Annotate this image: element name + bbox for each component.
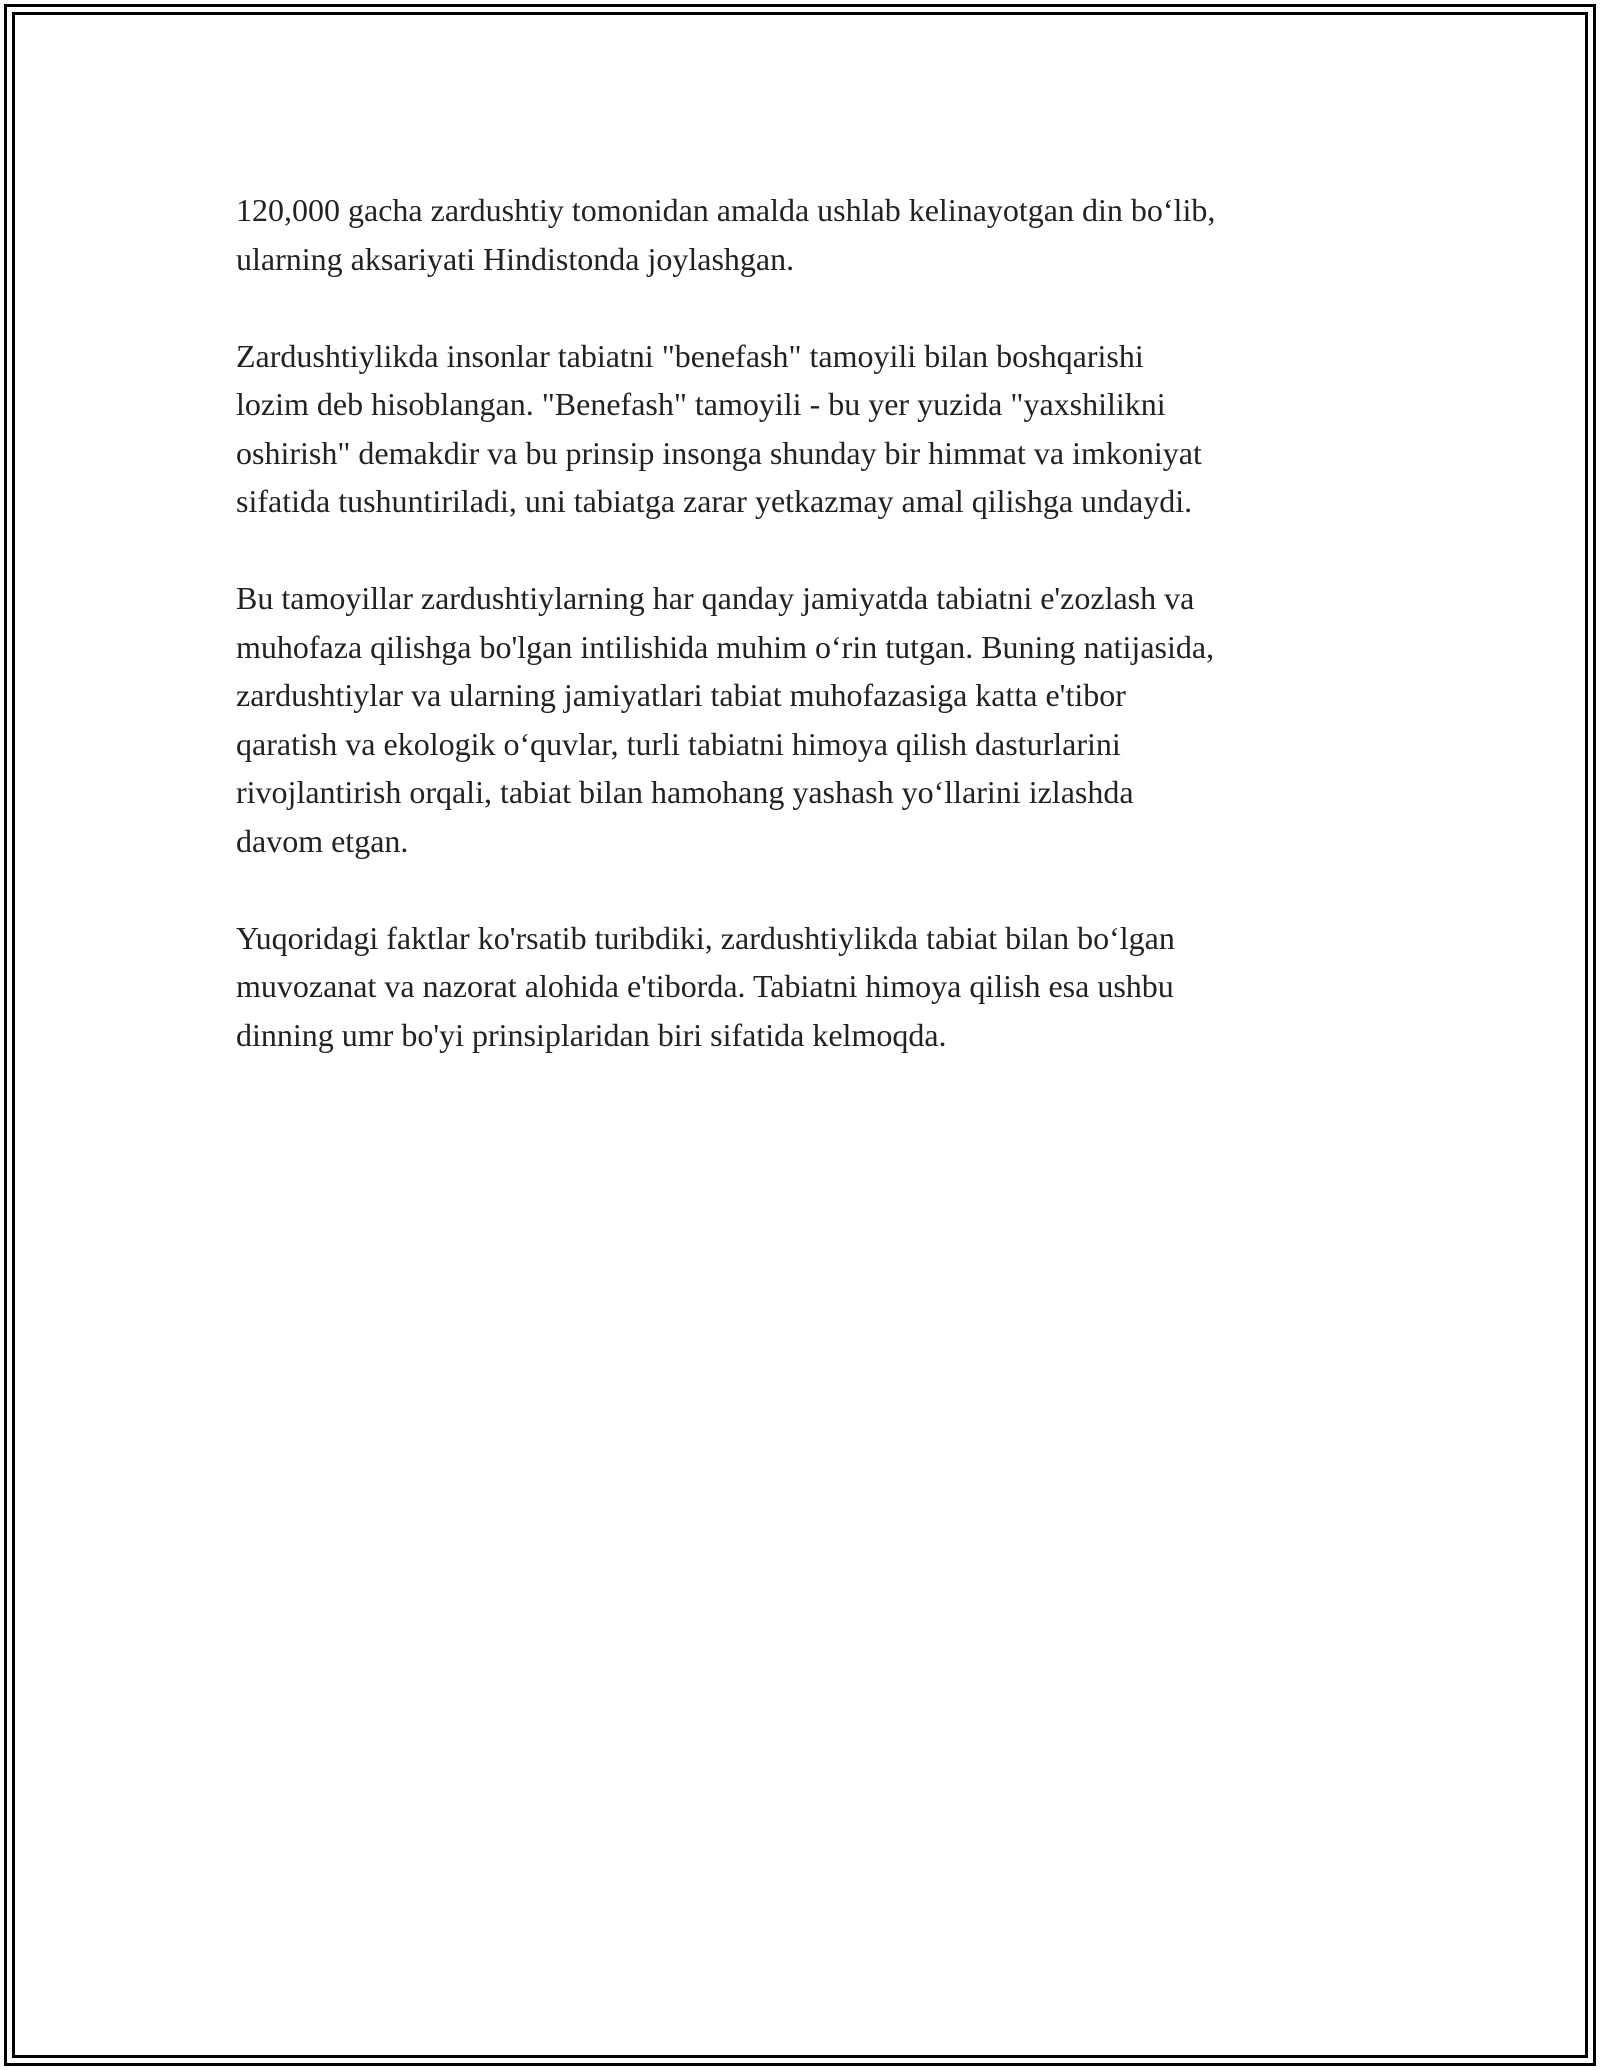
paragraph-1: 120,000 gacha zardushtiy tomonidan amalda ushlab kelinayotgan din bo‘lib, ularning aksariyati Hindistonda joylashgan. xyxy=(236,192,1216,277)
document-body xyxy=(236,186,1376,1108)
paragraph-3: Bu tamoyillar zardushtiylarning har qanday jamiyatda tabiatni e'zozlash va muhofaza qilishga bo'lgan intilishida muhim o‘rin tutgan. Buning natijasida, zardushtiylar va ularning jamiyatlari tabiat muhofazasiga katta e'tibor qaratish va ekologik o‘quvlar, turli tabiatni himoya qilish dasturlarini rivojlantirish orqali, tabiat bilan hamohang yashash yo‘llarini izlashda davom etgan. xyxy=(236,580,1215,859)
paragraph-2: Zardushtiylikda insonlar tabiatni "benefash" tamoyili bilan boshqarishi lozim deb hisoblangan. "Benefash" tamoyili - bu yer yuzida "yaxshilikni oshirish" demakdir va bu prinsip insonga shunday bir himmat va imkoniyat sifatida tushuntiriladi, uni tabiatga zarar yetkazmay amal qilishga undaydi. xyxy=(236,337,1202,519)
paragraph-4: Yuqoridagi faktlar ko'rsatib turibdiki, zardushtiylikda tabiat bilan bo‘lgan muvozanat va nazorat alohida e'tiborda. Tabiatni himoya qilish esa ushbu dinning umr bo'yi prinsiplaridan biri sifatida kelmoqda. xyxy=(236,919,1175,1053)
